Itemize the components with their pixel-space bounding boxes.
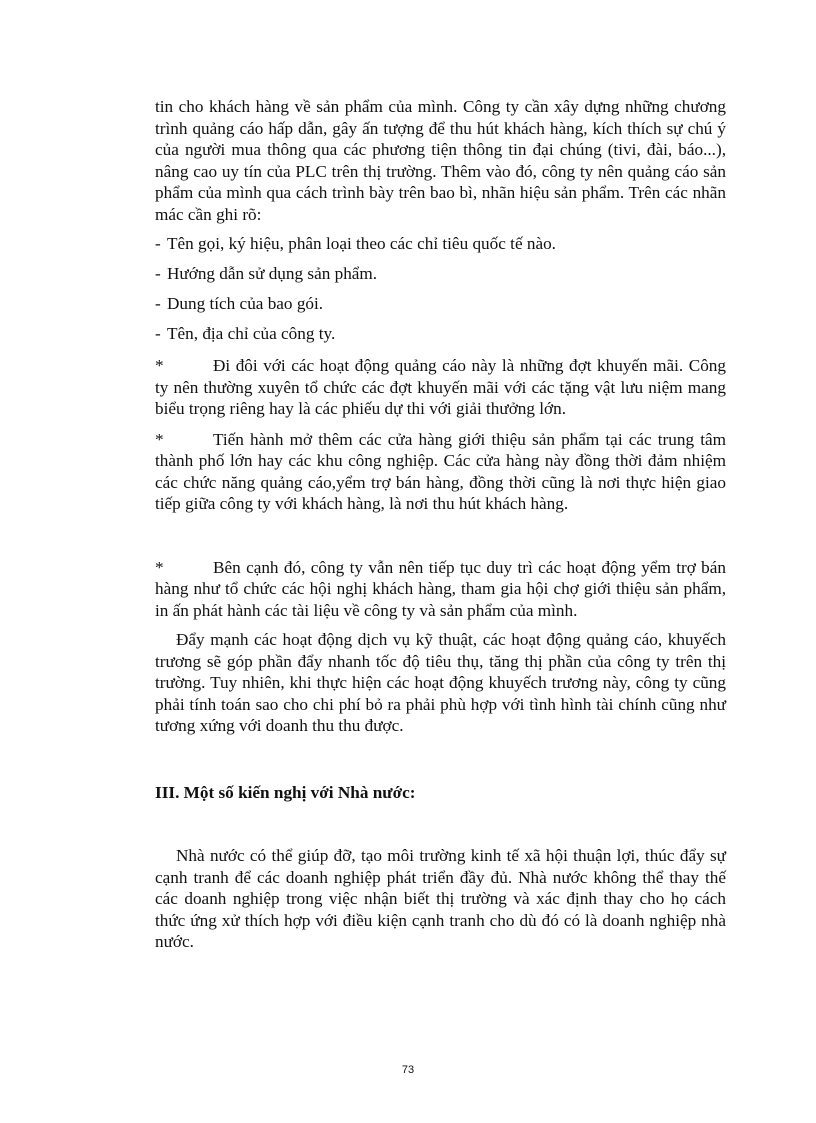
star-marker: * <box>155 429 164 449</box>
star-paragraph-sales-support <box>155 557 726 622</box>
list-dash: - <box>155 264 161 284</box>
state-paragraph: Nhà nước có thể giúp đỡ, tạo môi trường kinh tế xã hội thuận lợi, thúc đẩy sự cạnh tranh để các doanh nghiệp phát triển đầy đủ. Nhà nước không thể thay thế các doanh nghiệp trong việc nhận biết thị trường và xác định thay cho họ cách thức ứng xử thích hợp với điều kiện cạnh tranh cho dù đó có là doanh nghiệp nhà nước. <box>155 846 726 951</box>
star-paragraph-text: Bên cạnh đó, công ty vẫn nên tiếp tục duy trì các hoạt động yểm trợ bán hàng như tổ chức các hội nghị khách hàng, tham gia hội chợ giới thiệu sản phẩm, in ấn phát hành các tài liệu về công ty và sản phẩm của mình. <box>155 557 726 620</box>
star-marker: * <box>155 356 164 375</box>
star-paragraph-stores <box>155 429 726 515</box>
list-item <box>155 229 726 259</box>
list-dash: - <box>155 234 161 254</box>
list-item-text: Hướng dẫn sử dụng sản phẩm. <box>167 264 378 284</box>
star-marker: * <box>155 557 164 577</box>
star-paragraph-promotions <box>155 355 726 420</box>
section-heading: III. Một số kiến nghị với Nhà nước: <box>155 782 416 802</box>
label-requirements-list <box>155 229 726 349</box>
star-paragraph-text: Tiến hành mở thêm các cửa hàng giới thiệu sản phẩm tại các trung tâm thành phố lớn hay các khu công nghiệp. Các cửa hàng này đồng thời đảm nhiệm các chức năng quảng cáo,yểm trợ bán hàng, đồng thời cũng là nơi thực hiện giao tiếp giữa công ty với khách hàng, là nơi thu hút khách hàng. <box>155 429 726 513</box>
star-paragraph-text: Đi đôi với các hoạt động quảng cáo này là những đợt khuyến mãi. Công ty nên thường xuyên tổ chức các đợt khuyến mãi với các tặng vật lưu niệm mang biểu trọng riêng hay là các phiếu dự thi với giải thưởng lớn. <box>155 356 726 418</box>
promotion-paragraph: Đẩy mạnh các hoạt động dịch vụ kỹ thuật, các hoạt động quảng cáo, khuyếch trương sẽ góp phần đẩy nhanh tốc độ tiêu thụ, tăng thị phần của công ty trên thị trường. Tuy nhiên, khi thực hiện các hoạt động khuyếch trương này, công ty cũng phải tính toán sao cho chi phí bỏ ra phải phù hợp với tình hình tài chính cũng như tương xứng với doanh thu thu được. <box>155 630 726 735</box>
list-dash: - <box>155 294 161 314</box>
list-item <box>155 319 726 349</box>
list-item <box>155 289 726 319</box>
list-item-text: Dung tích của bao gói. <box>167 294 324 314</box>
intro-paragraph: tin cho khách hàng về sản phẩm của mình. Công ty cần xây dựng những chương trình quảng cáo hấp dẫn, gây ấn tượng để thu hút khách hàng, kích thích sự chú ý của người mua thông qua các phương tiện thông tin đại chúng (tivi, đài, báo...), nâng cao uy tín của PLC trên thị trường. Thêm vào đó, công ty nên quảng cáo sản phẩm của mình qua cách trình bày trên bao bì, nhãn hiệu sản phẩm. Trên các nhãn mác cần ghi rõ: <box>155 97 726 224</box>
list-item-text: Tên, địa chỉ của công ty. <box>167 324 336 344</box>
document-page <box>155 96 726 953</box>
list-item-text: Tên gọi, ký hiệu, phân loại theo các chỉ tiêu quốc tế nào. <box>167 234 556 254</box>
page-number: 73 <box>401 1064 415 1076</box>
list-dash: - <box>155 324 161 344</box>
list-item <box>155 259 726 289</box>
